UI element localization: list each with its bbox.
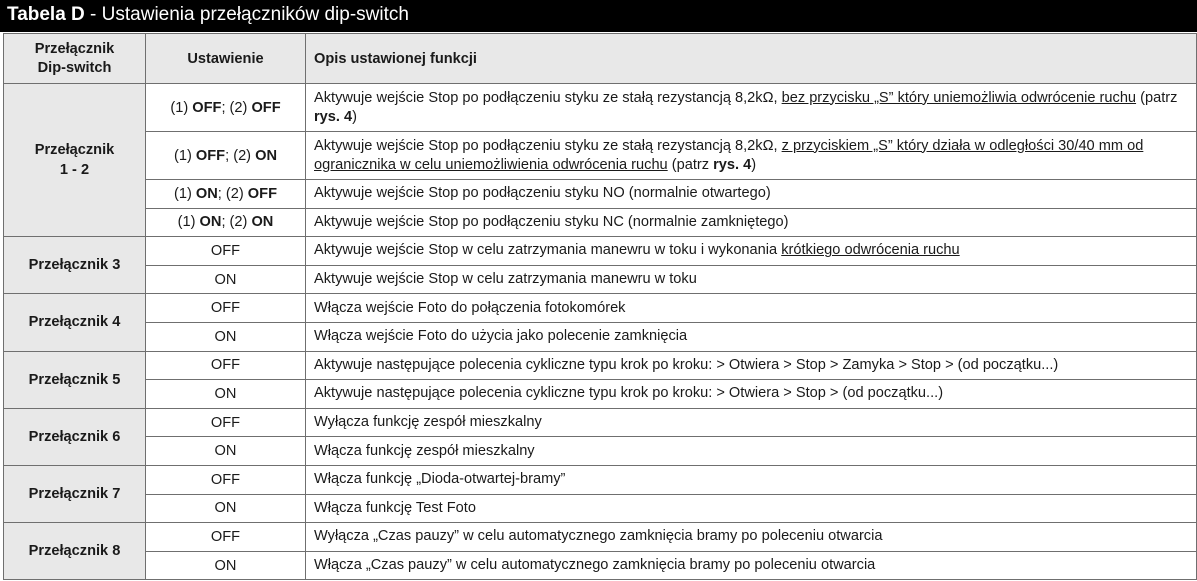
table-row	[4, 380, 1197, 409]
table-row	[4, 437, 1197, 466]
setting-cell: ON	[146, 380, 306, 409]
description-cell: Włącza funkcję Test Foto	[306, 494, 1197, 523]
description-cell: Wyłącza „Czas pauzy” w celu automatycznego zamknięcia bramy po poleceniu otwarcia	[306, 523, 1197, 552]
table-row	[4, 84, 1197, 132]
description-cell: Aktywuje wejście Stop po podłączeniu styku ze stałą rezystancją 8,2kΩ, z przyciskiem „S” który działa w odległości 30/40 mm od ogranicznika w celu uniemożliwienia odwrócenia ruchu (patrz rys. 4)	[306, 132, 1197, 180]
setting-cell: OFF	[146, 237, 306, 266]
table-row	[4, 237, 1197, 266]
description-cell: Aktywuje następujące polecenia cykliczne typu krok po kroku: > Otwiera > Stop > (od początku...)	[306, 380, 1197, 409]
table-row	[4, 180, 1197, 209]
switch-label: Przełącznik 5	[4, 351, 146, 408]
description-cell: Włącza wejście Foto do użycia jako polecenie zamknięcia	[306, 322, 1197, 351]
setting-cell: (1) OFF; (2) OFF	[146, 84, 306, 132]
switch-label: Przełącznik 1 - 2	[4, 84, 146, 237]
table-row	[4, 465, 1197, 494]
setting-cell: OFF	[146, 465, 306, 494]
description-cell: Włącza funkcję „Dioda-otwartej-bramy”	[306, 465, 1197, 494]
header-row	[4, 34, 1197, 84]
table-title: Tabela D - Ustawienia przełączników dip-switch	[0, 0, 1197, 32]
table-row	[4, 322, 1197, 351]
header-setting: Ustawienie	[146, 34, 306, 84]
setting-cell: ON	[146, 322, 306, 351]
table-row	[4, 523, 1197, 552]
header-switch: Przełącznik Dip-switch	[4, 34, 146, 84]
setting-cell: ON	[146, 494, 306, 523]
switch-label: Przełącznik 8	[4, 523, 146, 580]
table-row	[4, 408, 1197, 437]
table-row	[4, 351, 1197, 380]
table-row	[4, 551, 1197, 580]
description-cell: Aktywuje wejście Stop po podłączeniu styku NC (normalnie zamkniętego)	[306, 208, 1197, 237]
table-row	[4, 494, 1197, 523]
table-row	[4, 265, 1197, 294]
switch-label: Przełącznik 3	[4, 237, 146, 294]
description-cell: Włącza funkcję zespół mieszkalny	[306, 437, 1197, 466]
table-row	[4, 132, 1197, 180]
switch-label: Przełącznik 6	[4, 408, 146, 465]
setting-cell: OFF	[146, 351, 306, 380]
setting-cell: OFF	[146, 523, 306, 552]
table-row	[4, 208, 1197, 237]
description-cell: Wyłącza funkcję zespół mieszkalny	[306, 408, 1197, 437]
description-cell: Aktywuje wejście Stop w celu zatrzymania manewru w toku	[306, 265, 1197, 294]
header-description: Opis ustawionej funkcji	[306, 34, 1197, 84]
switch-label: Przełącznik 7	[4, 465, 146, 522]
setting-cell: ON	[146, 265, 306, 294]
setting-cell: ON	[146, 437, 306, 466]
dip-switch-table	[3, 33, 1197, 580]
description-cell: Aktywuje wejście Stop po podłączeniu styku NO (normalnie otwartego)	[306, 180, 1197, 209]
description-cell: Włącza „Czas pauzy” w celu automatycznego zamknięcia bramy po poleceniu otwarcia	[306, 551, 1197, 580]
description-cell: Włącza wejście Foto do połączenia fotokomórek	[306, 294, 1197, 323]
description-cell: Aktywuje wejście Stop w celu zatrzymania manewru w toku i wykonania krótkiego odwrócenia ruchu	[306, 237, 1197, 266]
table-row	[4, 294, 1197, 323]
setting-cell: OFF	[146, 294, 306, 323]
setting-cell: (1) ON; (2) ON	[146, 208, 306, 237]
setting-cell: ON	[146, 551, 306, 580]
setting-cell: OFF	[146, 408, 306, 437]
setting-cell: (1) OFF; (2) ON	[146, 132, 306, 180]
switch-label: Przełącznik 4	[4, 294, 146, 351]
setting-cell: (1) ON; (2) OFF	[146, 180, 306, 209]
description-cell: Aktywuje następujące polecenia cykliczne typu krok po kroku: > Otwiera > Stop > Zamyka > Stop > (od początku...)	[306, 351, 1197, 380]
description-cell: Aktywuje wejście Stop po podłączeniu styku ze stałą rezystancją 8,2kΩ, bez przycisku „S” który uniemożliwia odwrócenie ruchu (patrz rys. 4)	[306, 84, 1197, 132]
